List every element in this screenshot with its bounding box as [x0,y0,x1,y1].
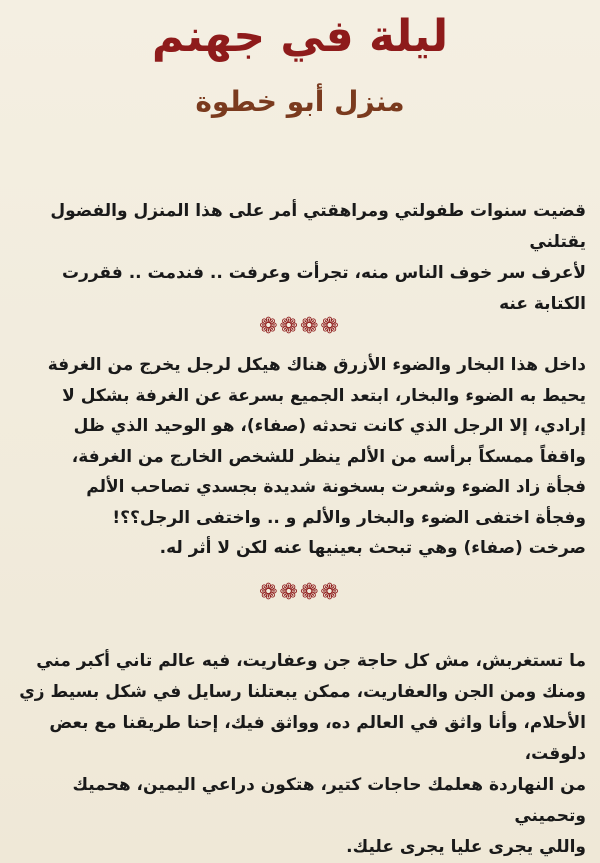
story-paragraph: داخل هذا البخار والضوء الأزرق هناك هيكل لرجل يخرج من الغرفة يحيط به الضوء والبخار، ابتعد الجميع بسرعة عن الغرفة بشكل لا إرادي، إلا الرجل الذي كانت تحدثه (صفاء)، هو الوحيد الذي ظل واقفاً ممسكاً برأسه من الألم ينظر للشخص الخارج من الغرفة، فجأة زاد الضوء وشعرت بسخونة شديدة بجسدي تصاحب الألم وفجأة اختفى الضوء والبخار والألم و .. واختفى الرجل؟؟! صرخت (صفاء) وهي تبحث بعينيها عنه لكن لا أثر له. [47,355,586,558]
book-subtitle: منزل أبو خطوة [195,85,405,118]
intro-paragraph: قضيت سنوات طفولتي ومراهقتي أمر على هذا المنزل والفضول يقتلني لأعرف سر خوف الناس منه، تجرأت وعرفت .. فندمت .. فقررت الكتابة عنه [50,201,586,314]
dialogue-paragraph: ما تستغربش، مش كل حاجة جن وعفاريت، فيه عالم تاني أكبر مني ومنك ومن الجن والعفاريت، ممكن يبعتلنا رسايل في شكل بسيط زي الأحلام، وأنا واثق في العالم ده، وواثق فيك، إحنا طريقنا مع بعض دلوقت، من النهاردة هعلمك حاجات كتير، هتكون دراعي اليمين، هحميك وتحميني واللي يجرى عليا يجرى عليك. [19,651,586,857]
flower-divider-icon: ❁❁❁❁ [259,314,341,339]
book-title: ليلة في جهنم [151,11,449,62]
flower-divider-icon: ❁❁❁❁ [259,580,341,605]
